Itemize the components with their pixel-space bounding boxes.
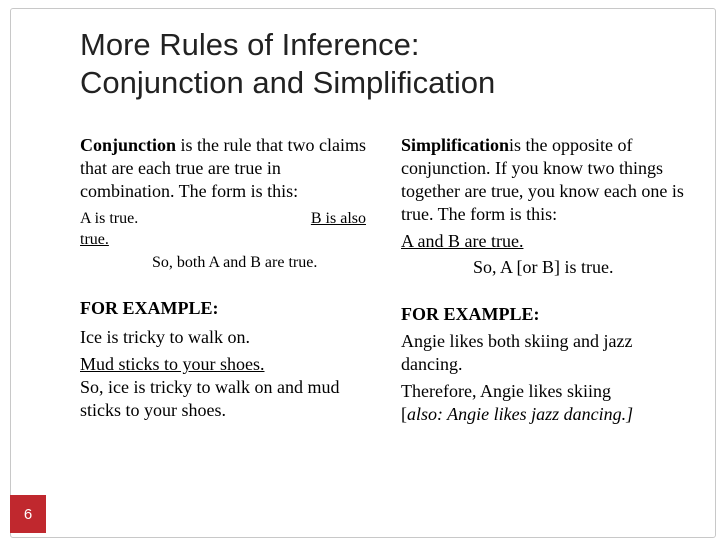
simplification-example-2: Therefore, Angie likes skiing [401,381,611,401]
simplification-term: Simplification [401,135,510,155]
simplification-intro: is the opposite of conjunction. If you know two things together are true, you know each one is true. The form is this: [401,135,684,224]
conjunction-conclusion: So, both A and B are true. [152,254,318,271]
conjunction-example-1: Ice is tricky to walk on. [80,327,250,347]
conjunction-example-3: So, ice is tricky to walk on and mud sticks to your shoes. [80,377,340,420]
title-line-2: Conjunction and Simplification [80,65,496,100]
slide-title [80,26,700,102]
example-3-italic: also: Angie likes jazz dancing.] [407,404,634,424]
conjunction-intro: is the rule that two claims that are each true are true in combination. The form is this: [80,135,366,201]
conjunction-example-heading: FOR EXAMPLE: [80,298,219,318]
simplification-column [401,134,686,426]
example-3-bracket: [ [401,404,407,424]
premise-b-start: B is also [310,210,366,227]
conjunction-column [80,134,366,422]
premise-a: A is true. [80,210,139,227]
conjunction-definition [80,134,366,203]
simplification-example-3 [401,403,686,426]
premise-b-end: true. [80,231,109,248]
simplification-conclusion: So, A [or B] is true. [473,257,614,277]
simplification-example-heading: FOR EXAMPLE: [401,304,540,324]
conjunction-term: Conjunction [80,135,177,155]
simplification-example-1: Angie likes both skiing and jazz dancing. [401,331,633,374]
title-line-1: More Rules of Inference: [80,27,420,62]
simplification-definition [401,134,686,226]
simplification-premise: A and B are true. [401,231,524,251]
slide-number-badge: 6 [10,495,46,533]
conjunction-example-2: Mud sticks to your shoes. [80,354,265,374]
conjunction-premises-row [80,208,366,229]
